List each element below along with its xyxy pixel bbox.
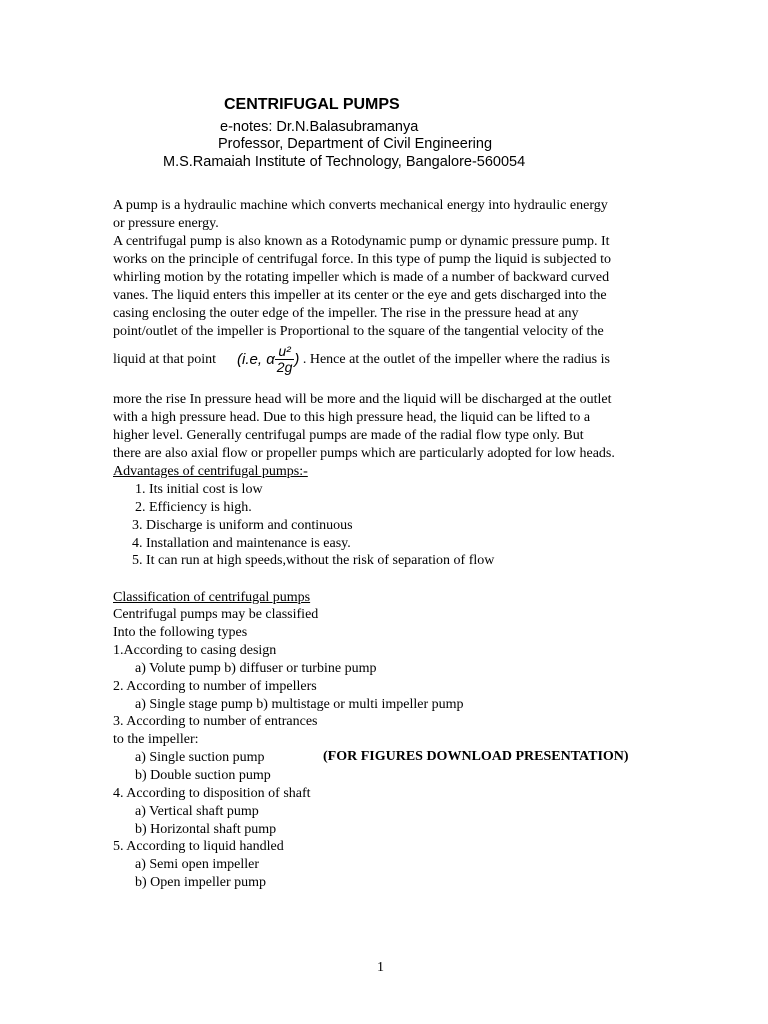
intro-line: with a high pressure head. Due to this high pressure head, the liquid can be lifted to a bbox=[113, 410, 591, 425]
formula-close: ) bbox=[294, 351, 300, 368]
classification-subitem: b) Double suction pump bbox=[135, 768, 271, 783]
classification-subitem: a) Semi open impeller bbox=[135, 857, 260, 872]
intro-line: A pump is a hydraulic machine which converts mechanical energy into hydraulic energy bbox=[113, 198, 608, 213]
formula-denominator: 2g bbox=[276, 359, 293, 375]
classification-line: to the impeller: bbox=[113, 732, 199, 747]
classification-line: Centrifugal pumps may be classified bbox=[113, 607, 319, 622]
advantage-item: 5. It can run at high speeds,without the risk of separation of flow bbox=[132, 553, 495, 568]
intro-line: casing enclosing the outer edge of the impeller. The rise in the pressure head at any bbox=[113, 306, 579, 321]
classification-line: 1.According to casing design bbox=[113, 643, 277, 658]
classification-line: Into the following types bbox=[113, 625, 248, 640]
position-line: Professor, Department of Civil Engineering bbox=[218, 136, 493, 152]
classification-line: 4. According to disposition of shaft bbox=[113, 786, 311, 801]
classification-subitem: b) Horizontal shaft pump bbox=[135, 822, 277, 837]
intro-line: whirling motion by the rotating impeller which is made of a number of backward curved bbox=[113, 270, 610, 285]
advantage-item: 3. Discharge is uniform and continuous bbox=[132, 518, 353, 533]
classification-subitem: a) Vertical shaft pump bbox=[135, 804, 259, 819]
intro-line: point/outlet of the impeller is Proportional to the square of the tangential velocity of the bbox=[113, 324, 604, 339]
formula-line bbox=[113, 344, 610, 375]
formula-numerator: u² bbox=[275, 344, 295, 360]
figures-note: (FOR FIGURES DOWNLOAD PRESENTATION) bbox=[323, 749, 629, 764]
classification-subitem: a) Single suction pump bbox=[135, 750, 265, 765]
formula-ie: (i.e, α bbox=[237, 351, 275, 368]
classification-subitem: a) Volute pump b) diffuser or turbine pump bbox=[135, 661, 377, 676]
document-title: CENTRIFUGAL PUMPS bbox=[224, 96, 400, 113]
advantage-item: 4. Installation and maintenance is easy. bbox=[132, 536, 351, 551]
intro-line: vanes. The liquid enters this impeller at its center or the eye and gets discharged into the bbox=[113, 288, 607, 303]
classification-subitem: b) Open impeller pump bbox=[135, 875, 267, 890]
author-line: e-notes: Dr.N.Balasubramanya bbox=[220, 119, 419, 135]
classification-line: 5. According to liquid handled bbox=[113, 839, 284, 854]
classification-line: 2. According to number of impellers bbox=[113, 679, 317, 694]
formula-prefix: liquid at that point bbox=[113, 351, 217, 367]
intro-line: there are also axial flow or propeller pumps which are particularly adopted for low heads. bbox=[113, 446, 615, 461]
intro-line: higher level. Generally centrifugal pumps are made of the radial flow type only. But bbox=[113, 428, 584, 443]
intro-line: or pressure energy. bbox=[113, 216, 219, 231]
classification-heading: Classification of centrifugal pumps bbox=[113, 590, 311, 605]
formula-suffix: . Hence at the outlet of the impeller where the radius is bbox=[302, 351, 610, 367]
intro-line: works on the principle of centrifugal force. In this type of pump the liquid is subjected to bbox=[113, 252, 612, 267]
advantage-item: 2. Efficiency is high. bbox=[135, 500, 252, 515]
advantages-heading: Advantages of centrifugal pumps:- bbox=[113, 464, 308, 479]
intro-line: more the rise In pressure head will be more and the liquid will be discharged at the outlet bbox=[113, 392, 612, 407]
classification-line: 3. According to number of entrances bbox=[113, 714, 318, 729]
page-number: 1 bbox=[377, 960, 384, 975]
institute-line: M.S.Ramaiah Institute of Technology, Bangalore-560054 bbox=[163, 154, 526, 170]
intro-line: A centrifugal pump is also known as a Rotodynamic pump or dynamic pressure pump. It bbox=[113, 234, 610, 249]
advantage-item: 1. Its initial cost is low bbox=[135, 482, 263, 497]
formula-fraction bbox=[275, 344, 295, 375]
classification-subitem: a) Single stage pump b) multistage or multi impeller pump bbox=[135, 697, 464, 712]
